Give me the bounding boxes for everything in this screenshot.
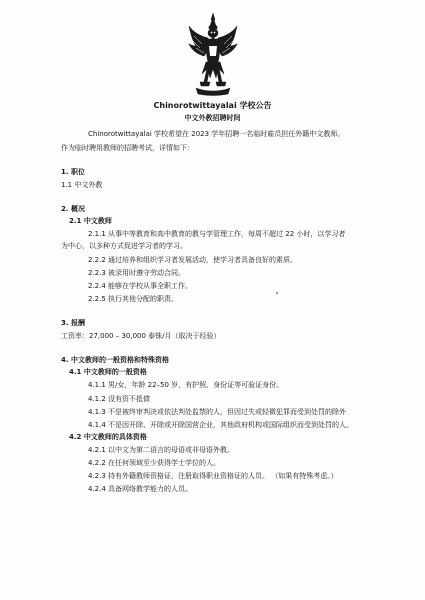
qualification-item: 4.1.4 不是因开除、开除或开除国营企业，其他政府机构或国际组织而受到处罚的人。: [88, 421, 354, 429]
section-1-heading: 1. 职位: [61, 168, 85, 176]
qualification-item: 4.2.1 以中文为第二语言的母语或非母语外教。: [88, 446, 235, 454]
section-2-item: 为中心，以多种方式促进学习者的学习。: [61, 242, 187, 250]
wage-rate: 工资率：27,000 – 30,000 泰铢/月（取决于经验）: [61, 332, 221, 340]
section-2-heading: 2. 概况: [61, 205, 85, 213]
intro-line-1: Chinorotwittayalai 学校希望在 2023 学年招聘一名临时雇员担任外籍中文教师。: [88, 130, 345, 138]
qualification-item: 4.1.1 男/女，年龄 22–50 岁，有护照、身份证等可验证身份。: [88, 381, 284, 389]
qualification-item: 4.2.2 在任何领域至少获得学士学位的人。: [88, 459, 221, 467]
section-2-item: 2.2.5 执行其他分配的职责。: [88, 295, 179, 303]
section-2-subheading: 2.1 中文教师: [69, 217, 112, 225]
qualification-item: 4.2.4 具备网络教学能力的人员。: [88, 485, 193, 493]
section-4-heading: 4. 中文教师的一般资格和特殊资格: [61, 356, 169, 364]
scan-speck: [276, 292, 278, 294]
page-subtitle: 中文外教招聘时间: [184, 114, 241, 122]
section-3-heading: 3. 报酬: [61, 319, 85, 327]
page-title: Chinorotwittayalai 学校公告: [153, 101, 272, 110]
section-4-2-heading: 4.2 中文教师的具体资格: [69, 433, 147, 441]
section-2-item: 2.2.3 被录用时遵守劳动合同。: [88, 269, 186, 277]
section-2-item: 2.2.4 能够在学校从事全职工作。: [88, 282, 193, 290]
section-2-item: 2.1.1 从事中等教育和高中教育的教与学管理工作，每周不超过 22 小时，以学习者: [88, 230, 346, 238]
intro-line-2: 作为临时聘用教师的招聘考试，详情如下：: [61, 144, 194, 152]
qualification-item: 4.2.3 持有外籍教师资格证，注册取得职业资格证的人员。 （如果有特殊考虑。）: [88, 472, 338, 480]
section-1-item: 1.1 中文外教: [61, 181, 103, 189]
section-4-1-heading: 4.1 中文教师的一般资格: [69, 368, 147, 376]
qualification-item: 4.1.2 没有资不抵债: [88, 395, 151, 403]
garuda-emblem-icon: [188, 12, 238, 96]
qualification-item: 4.1.3 不是被终审判决或依法判处监禁的人，但因过失或轻微犯罪而受到处罚的除外: [88, 408, 347, 416]
section-2-item: 2.2.2 通过培养和组织学习者发展活动，使学习者具备良好的素质。: [88, 256, 298, 264]
